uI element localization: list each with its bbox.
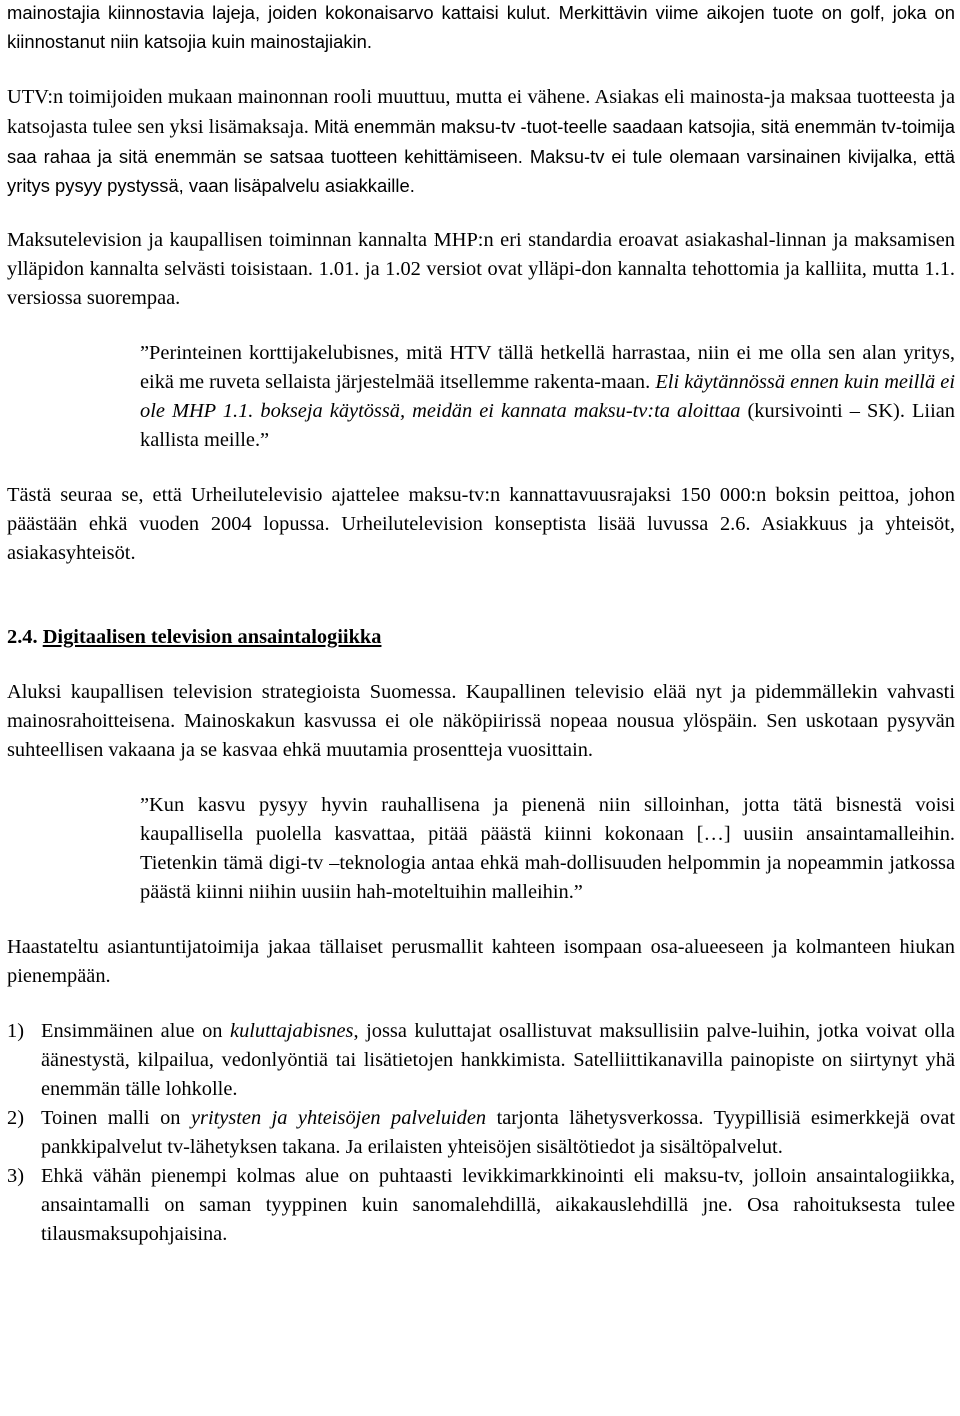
blockquote-htv-italic: Eli käytännössä ennen kuin meillä ei ole MHP 1.1. bokseja käytössä, meidän ei kannata maksu-tv:ta aloittaa: [140, 371, 955, 422]
list-item: [7, 1162, 955, 1249]
list-item-text: Ensimmäinen alue on: [41, 1020, 231, 1042]
list-item-emphasis: yritysten ja yhteisöjen palveluiden: [190, 1107, 487, 1129]
list-item-text-end: , jossa kuluttajat osallistuvat maksullisiin palve-luihin, jotka voivat olla äänestystä, kilpailua, vedonlyöntiä tai lisätietojen hankkimista. Satelliittikanavilla painopiste on siirtynyt yhä enemmän tälle lohkolle.: [41, 1020, 955, 1100]
blockquote-growth: ”Kun kasvu pysyy hyvin rauhallisena ja pienenä niin silloinhan, jotta tätä bisnestä voisi kaupallisella puolella kasvattaa, pitää päästä kiinni kokonaan […] uusiin ansaintamalleihin. Tietenkin tämä digi-tv –teknologia antaa ehkä mah-dollisuuden helpommin ja nopeammin jatkossa päästä kiinni niihin uusiin hah-moteltuihin malleihin.”: [140, 794, 955, 903]
paragraph-models: Haastateltu asiantuntijatoimija jakaa tällaiset perusmallit kahteen isompaan osa-alueeseen ja kolmanteen hiukan pienempään.: [7, 936, 955, 987]
blockquote-htv: [140, 339, 955, 455]
list-item: [7, 1017, 955, 1104]
list-item-number: 2): [7, 1107, 24, 1129]
paragraph-commercial-tv: Aluksi kaupallisen television strategioista Suomessa. Kaupallinen televisio elää nyt ja pidemmällekin vahvasti mainosrahoitteisena. Mainoskakun kasvussa ei ole näköpiirissä nopeaa nousua ylöspäin. Sen uskotaan pysyvän suhteellisen vakaana ja se kasvaa ehkä muutamia prosentteja vuosittain.: [7, 681, 955, 761]
list-item-number: 3): [7, 1165, 24, 1187]
paragraph-urheilutelevisio: Tästä seuraa se, että Urheilutelevisio ajattelee maksu-tv:n kannattavuusrajaksi 150 000:n boksin peittoa, johon päästään ehkä vuoden 2004 lopussa. Urheilutelevision konseptista lisää luvussa 2.6. Asiakkuus ja yhteisöt, asiakasyhteisöt.: [7, 484, 955, 564]
blockquote-htv-text: ”Perinteinen korttijakelubisnes, mitä HTV tällä hetkellä harrastaa, niin ei me olla sen alan yritys, eikä me ruveta sellaista järjestelmää itsellemme rakenta-maan.: [140, 342, 955, 393]
list-item-emphasis: kuluttajabisnes: [230, 1020, 354, 1042]
blockquote-htv-end: (kursivointi – SK). Liian kallista meille.”: [140, 400, 955, 451]
numbered-list: [7, 1017, 955, 1249]
paragraph-utv-roles-serif: UTV:n toimijoiden mukaan mainonnan rooli muuttuu, mutta ei vähene. Asiakas eli mainosta-ja maksaa tuotteesta ja katsojasta tulee sen yksi lisämaksaja.: [7, 86, 955, 138]
section-number: 2.4.: [7, 626, 38, 648]
paragraph-intro: mainostajia kiinnostavia lajeja, joiden kokonaisarvo kattaisi kulut. Merkittävin viime aikojen tuote on golf, joka on kiinnostanut niin katsojia kuin mainostajiakin.: [7, 2, 955, 52]
paragraph-utv-roles: [7, 82, 955, 200]
section-heading: [7, 623, 955, 652]
list-item-text: Toinen malli on: [41, 1107, 191, 1129]
list-item-number: 1): [7, 1020, 24, 1042]
document-page: [7, 0, 955, 1249]
list-item-text-end: tarjonta lähetysverkossa. Tyypillisiä esimerkkejä ovat pankkipalvelut tv-lähetyksen takana. Ja erilaisten yhteisöjen sisältötiedot ja sisältöpalvelut.: [41, 1107, 955, 1158]
list-item-text: Ehkä vähän pienempi kolmas alue on puhtaasti levikkimarkkinointi eli maksu-tv, jolloin ansaintalogiikka, ansaintamalli on saman tyyppinen kuin sanomalehdillä, aikakauslehdillä jne. Osa rahoituksesta tulee tilausmaksupohjaisina.: [41, 1165, 955, 1245]
list-item: [7, 1104, 955, 1162]
paragraph-mhp-standards: Maksutelevision ja kaupallisen toiminnan kannalta MHP:n eri standardia eroavat asiakashal-linnan ja maksamisen ylläpidon kannalta selvästi toisistaan. 1.01. ja 1.02 versiot ovat ylläpi-don kannalta tehottomia ja kalliita, mutta 1.1. versiossa suorempaa.: [7, 229, 955, 309]
paragraph-utv-roles-sans: Mitä enemmän maksu-tv -tuot-teelle saadaan katsojia, sitä enemmän tv-toimija saa rahaa ja sitä enemmän se satsaa tuotteen kehittämiseen. Maksu-tv ei tule olemaan varsinainen kivijalka, että yritys pysyy pystyssä, vaan lisäpalvelu asiakkaille.: [7, 116, 955, 196]
section-title: Digitaalisen television ansaintalogiikka: [42, 626, 382, 648]
